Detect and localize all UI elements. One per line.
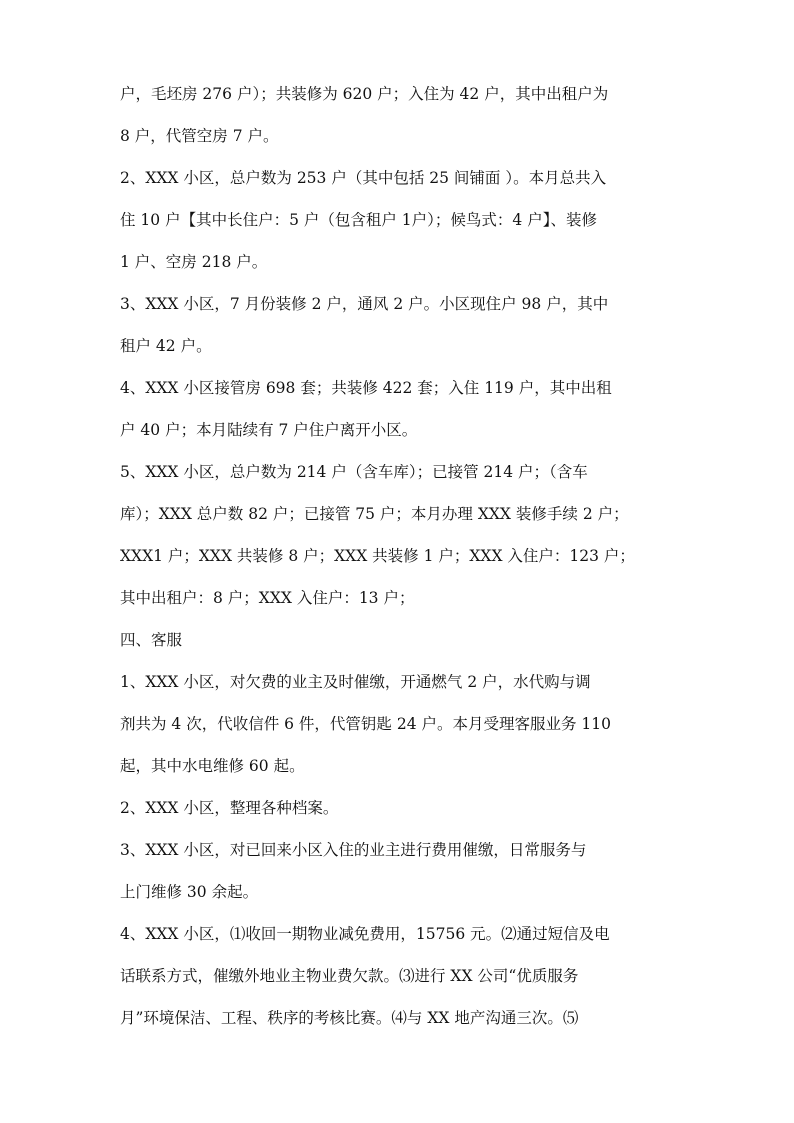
text-line: 户，毛坯房 276 户）；共装修为 620 户；入住为 42 户，其中出租户为: [120, 85, 609, 103]
text-line: 起，其中水电维修 60 起。: [120, 757, 305, 775]
text-line: 3、XXX 小区，对已回来小区入住的业主进行费用催缴，日常服务与: [120, 841, 587, 859]
text-line: 库）；XXX 总户数 82 户；已接管 75 户；本月办理 XXX 装修手续 2 户；: [120, 505, 629, 523]
text-line: 户 40 户；本月陆续有 7 户住户离开小区。: [120, 421, 418, 439]
text-line: 其中出租户：8 户；XXX 入住户：13 户；: [120, 589, 415, 607]
text-line: 1 户、空房 218 户。: [120, 253, 268, 271]
text-line: 4、XXX 小区接管房 698 套；共装修 422 套；入住 119 户，其中出租: [120, 379, 612, 397]
text-line: 5、XXX 小区，总户数为 214 户（含车库）；已接管 214 户；（含车: [120, 463, 588, 481]
section-heading: 四、客服: [120, 631, 183, 649]
text-line: 住 10 户【其中长住户：5 户（包含租户 1户）；候鸟式：4 户】、装修: [120, 211, 597, 229]
text-line: XXX1 户；XXX 共装修 8 户；XXX 共装修 1 户；XXX 入住户：123 户；: [120, 547, 635, 565]
text-line: 3、XXX 小区，7 月份装修 2 户，通风 2 户。小区现住户 98 户，其中: [120, 295, 609, 313]
text-line: 1、XXX 小区，对欠费的业主及时催缴，开通燃气 2 户，水代购与调: [120, 673, 591, 691]
text-line: 话联系方式，催缴外地业主物业费欠款。⑶进行 XX 公司“优质服务: [120, 967, 579, 985]
text-line: 租户 42 户。: [120, 337, 212, 355]
text-line: 2、XXX 小区，总户数为 253 户（其中包括 25 间铺面 ）。本月总共入: [120, 169, 607, 187]
text-line: 8 户，代管空房 7 户。: [120, 127, 279, 145]
text-line: 剂共为 4 次，代收信件 6 件，代管钥匙 24 户。本月受理客服业务 110: [120, 715, 612, 733]
text-line: 2、XXX 小区，整理各种档案。: [120, 799, 339, 817]
text-line: 月”环境保洁、工程、秩序的考核比赛。⑷与 XX 地产沟通三次。⑸: [120, 1009, 579, 1027]
text-line: 上门维修 30 余起。: [120, 883, 259, 901]
text-line: 4、XXX 小区，⑴收回一期物业减免费用，15756 元。⑵通过短信及电: [120, 925, 610, 943]
